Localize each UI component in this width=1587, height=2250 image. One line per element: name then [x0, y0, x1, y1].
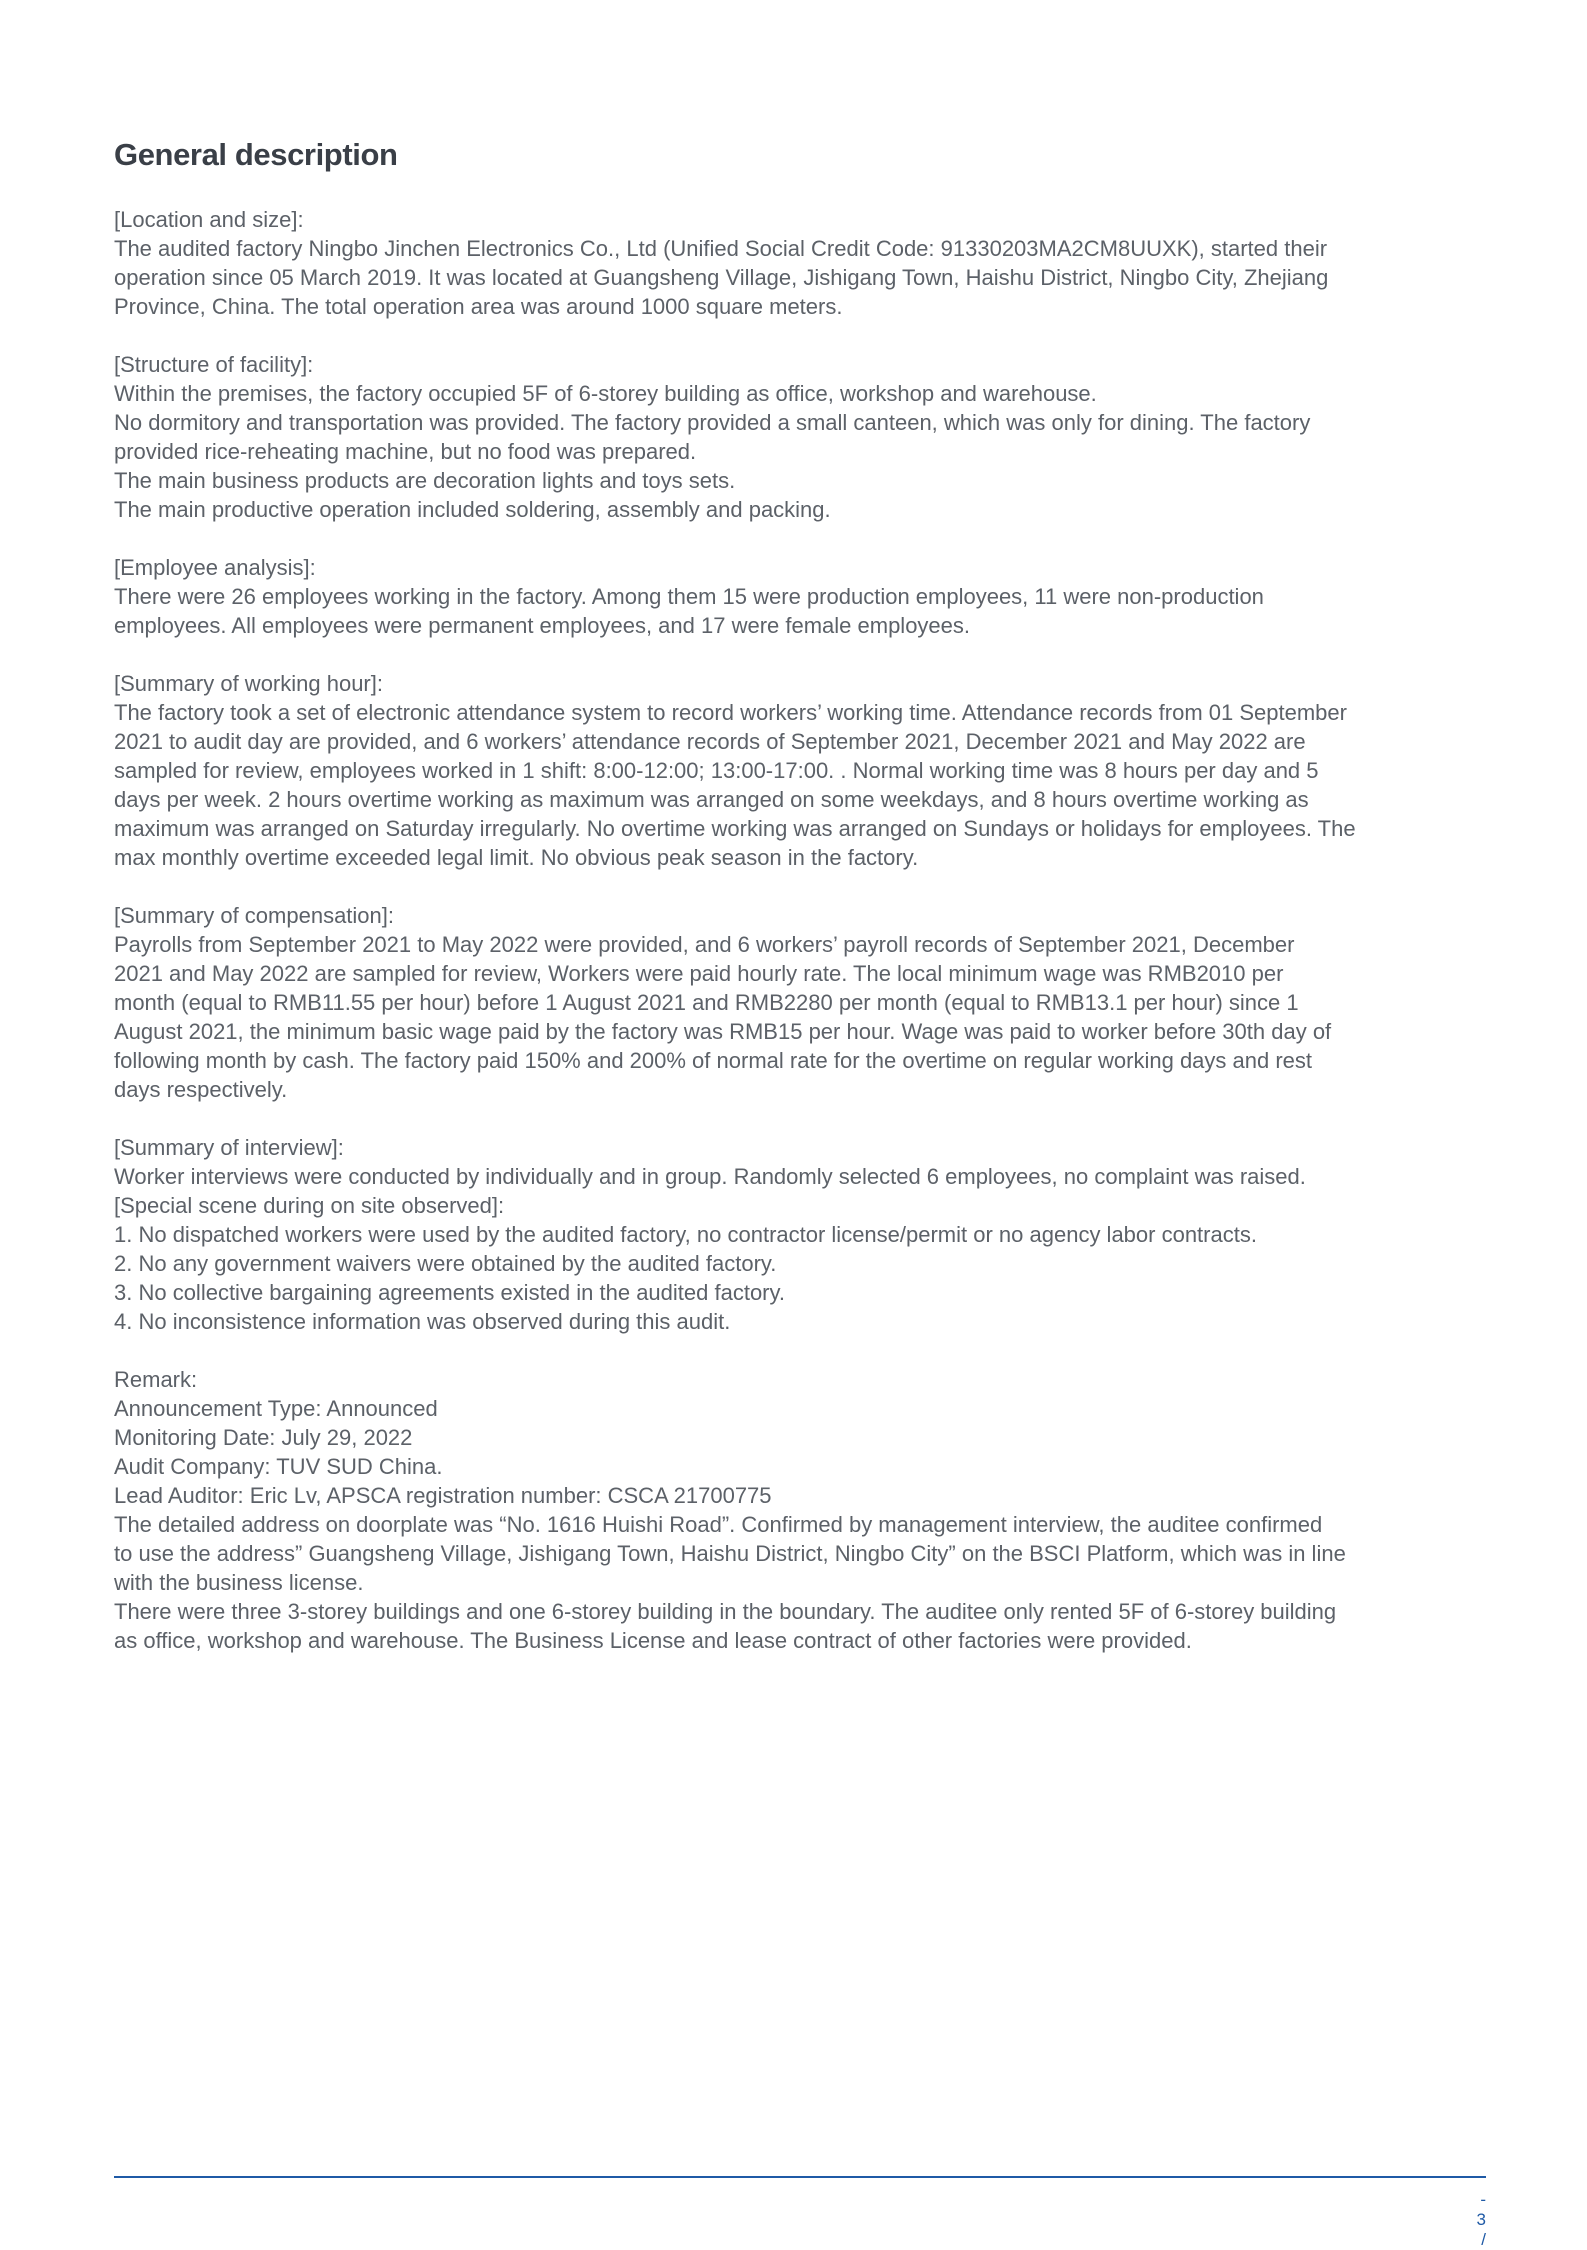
- paragraph-line: Audit Company: TUV SUD China.: [114, 1454, 443, 1479]
- paragraph-line: maximum was arranged on Saturday irregularly. No overtime working was arranged on Sundays or holidays for employees. The: [114, 816, 1356, 841]
- paragraph-line: 1. No dispatched workers were used by the audited factory, no contractor license/permit or no agency labor contracts.: [114, 1222, 1257, 1247]
- paragraph-line: The main productive operation included soldering, assembly and packing.: [114, 497, 831, 522]
- paragraph-line: [Location and size]:: [114, 207, 304, 232]
- page-number-digit: 3: [1476, 2210, 1486, 2229]
- paragraph-line: Payrolls from September 2021 to May 2022 were provided, and 6 workers’ payroll records of September 2021, December: [114, 932, 1295, 957]
- remark-paragraph: [114, 1365, 1486, 1655]
- paragraph-line: The detailed address on doorplate was “No. 1616 Huishi Road”. Confirmed by management interview, the auditee confirmed: [114, 1512, 1323, 1537]
- paragraph-line: following month by cash. The factory paid 150% and 200% of normal rate for the overtime on regular working days and rest: [114, 1048, 1313, 1073]
- paragraph-spacer: [114, 1336, 1486, 1365]
- page-number: [1460, 2190, 1486, 2250]
- paragraph-line: month (equal to RMB11.55 per hour) before 1 August 2021 and RMB2280 per month (equal to RMB13.1 per hour) since 1: [114, 990, 1299, 1015]
- paragraph-line: 2. No any government waivers were obtained by the audited factory.: [114, 1251, 777, 1276]
- interview-summary-paragraph: [114, 1133, 1486, 1336]
- paragraph-line: Remark:: [114, 1367, 198, 1392]
- description-body: [114, 205, 1486, 1655]
- paragraph-line: provided rice-reheating machine, but no food was prepared.: [114, 439, 697, 464]
- paragraph-line: to use the address” Guangsheng Village, Jishigang Town, Haishu District, Ningbo City” on the BSCI Platform, which was in line: [114, 1541, 1346, 1566]
- paragraph-line: [Structure of facility]:: [114, 352, 314, 377]
- paragraph-line: There were 26 employees working in the factory. Among them 15 were production employees, 11 were non-production: [114, 584, 1264, 609]
- paragraph-line: [Summary of working hour]:: [114, 671, 383, 696]
- paragraph-line: Province, China. The total operation area was around 1000 square meters.: [114, 294, 843, 319]
- paragraph-line: [Summary of compensation]:: [114, 903, 395, 928]
- paragraph-line: 2021 to audit day are provided, and 6 workers’ attendance records of September 2021, December 2021 and May 2022 are: [114, 729, 1306, 754]
- paragraph-line: Within the premises, the factory occupied 5F of 6-storey building as office, workshop and warehouse.: [114, 381, 1097, 406]
- paragraph-line: The main business products are decoration lights and toys sets.: [114, 468, 736, 493]
- paragraph-line: Announcement Type: Announced: [114, 1396, 438, 1421]
- paragraph-line: operation since 05 March 2019. It was located at Guangsheng Village, Jishigang Town, Haishu District, Ningbo City, Zhejiang: [114, 265, 1329, 290]
- report-page: [114, 0, 1486, 2245]
- paragraph-line: There were three 3-storey buildings and one 6-storey building in the boundary. The auditee only rented 5F of 6-storey building: [114, 1599, 1337, 1624]
- paragraph-line: max monthly overtime exceeded legal limit. No obvious peak season in the factory.: [114, 845, 919, 870]
- paragraph-line: sampled for review, employees worked in 1 shift: 8:00-12:00; 13:00-17:00. . Normal working time was 8 hours per day and 5: [114, 758, 1319, 783]
- paragraph-line: 3. No collective bargaining agreements existed in the audited factory.: [114, 1280, 785, 1305]
- paragraph-spacer: [114, 1104, 1486, 1133]
- compensation-summary-paragraph: [114, 901, 1486, 1104]
- paragraph-line: as office, workshop and warehouse. The Business License and lease contract of other factories were provided.: [114, 1628, 1192, 1653]
- paragraph-line: The factory took a set of electronic attendance system to record workers’ working time. Attendance records from 01 September: [114, 700, 1347, 725]
- paragraph-line: 4. No inconsistence information was observed during this audit.: [114, 1309, 731, 1334]
- location-and-size-paragraph: [114, 205, 1486, 321]
- paragraph-line: [Special scene during on site observed]:: [114, 1193, 505, 1218]
- page-number-dash: -: [1480, 2190, 1486, 2209]
- paragraph-line: [Employee analysis]:: [114, 555, 316, 580]
- paragraph-line: August 2021, the minimum basic wage paid by the factory was RMB15 per hour. Wage was paid to worker before 30th day of: [114, 1019, 1332, 1044]
- paragraph-line: days per week. 2 hours overtime working as maximum was arranged on some weekdays, and 8 hours overtime working as: [114, 787, 1309, 812]
- paragraph-line: employees. All employees were permanent employees, and 17 were female employees.: [114, 613, 971, 638]
- paragraph-line: No dormitory and transportation was provided. The factory provided a small canteen, which was only for dining. The factory: [114, 410, 1311, 435]
- paragraph-line: 2021 and May 2022 are sampled for review, Workers were paid hourly rate. The local minimum wage was RMB2010 per: [114, 961, 1284, 986]
- paragraph-line: Monitoring Date: July 29, 2022: [114, 1425, 413, 1450]
- structure-of-facility-paragraph: [114, 350, 1486, 524]
- page-number-slash: /: [1481, 2230, 1486, 2249]
- paragraph-line: with the business license.: [114, 1570, 364, 1595]
- paragraph-line: [Summary of interview]:: [114, 1135, 344, 1160]
- paragraph-line: days respectively.: [114, 1077, 288, 1102]
- paragraph-spacer: [114, 872, 1486, 901]
- working-hour-summary-paragraph: [114, 669, 1486, 872]
- section-heading: General description: [114, 137, 398, 172]
- employee-analysis-paragraph: [114, 553, 1486, 640]
- paragraph-line: Lead Auditor: Eric Lv, APSCA registration number: CSCA 21700775: [114, 1483, 772, 1508]
- footer-divider: [114, 2176, 1486, 2178]
- paragraph-spacer: [114, 321, 1486, 350]
- paragraph-spacer: [114, 640, 1486, 669]
- paragraph-spacer: [114, 524, 1486, 553]
- paragraph-line: Worker interviews were conducted by individually and in group. Randomly selected 6 employees, no complaint was raised.: [114, 1164, 1306, 1189]
- paragraph-line: The audited factory Ningbo Jinchen Electronics Co., Ltd (Unified Social Credit Code: 91330203MA2CM8UUXK), started their: [114, 236, 1328, 261]
